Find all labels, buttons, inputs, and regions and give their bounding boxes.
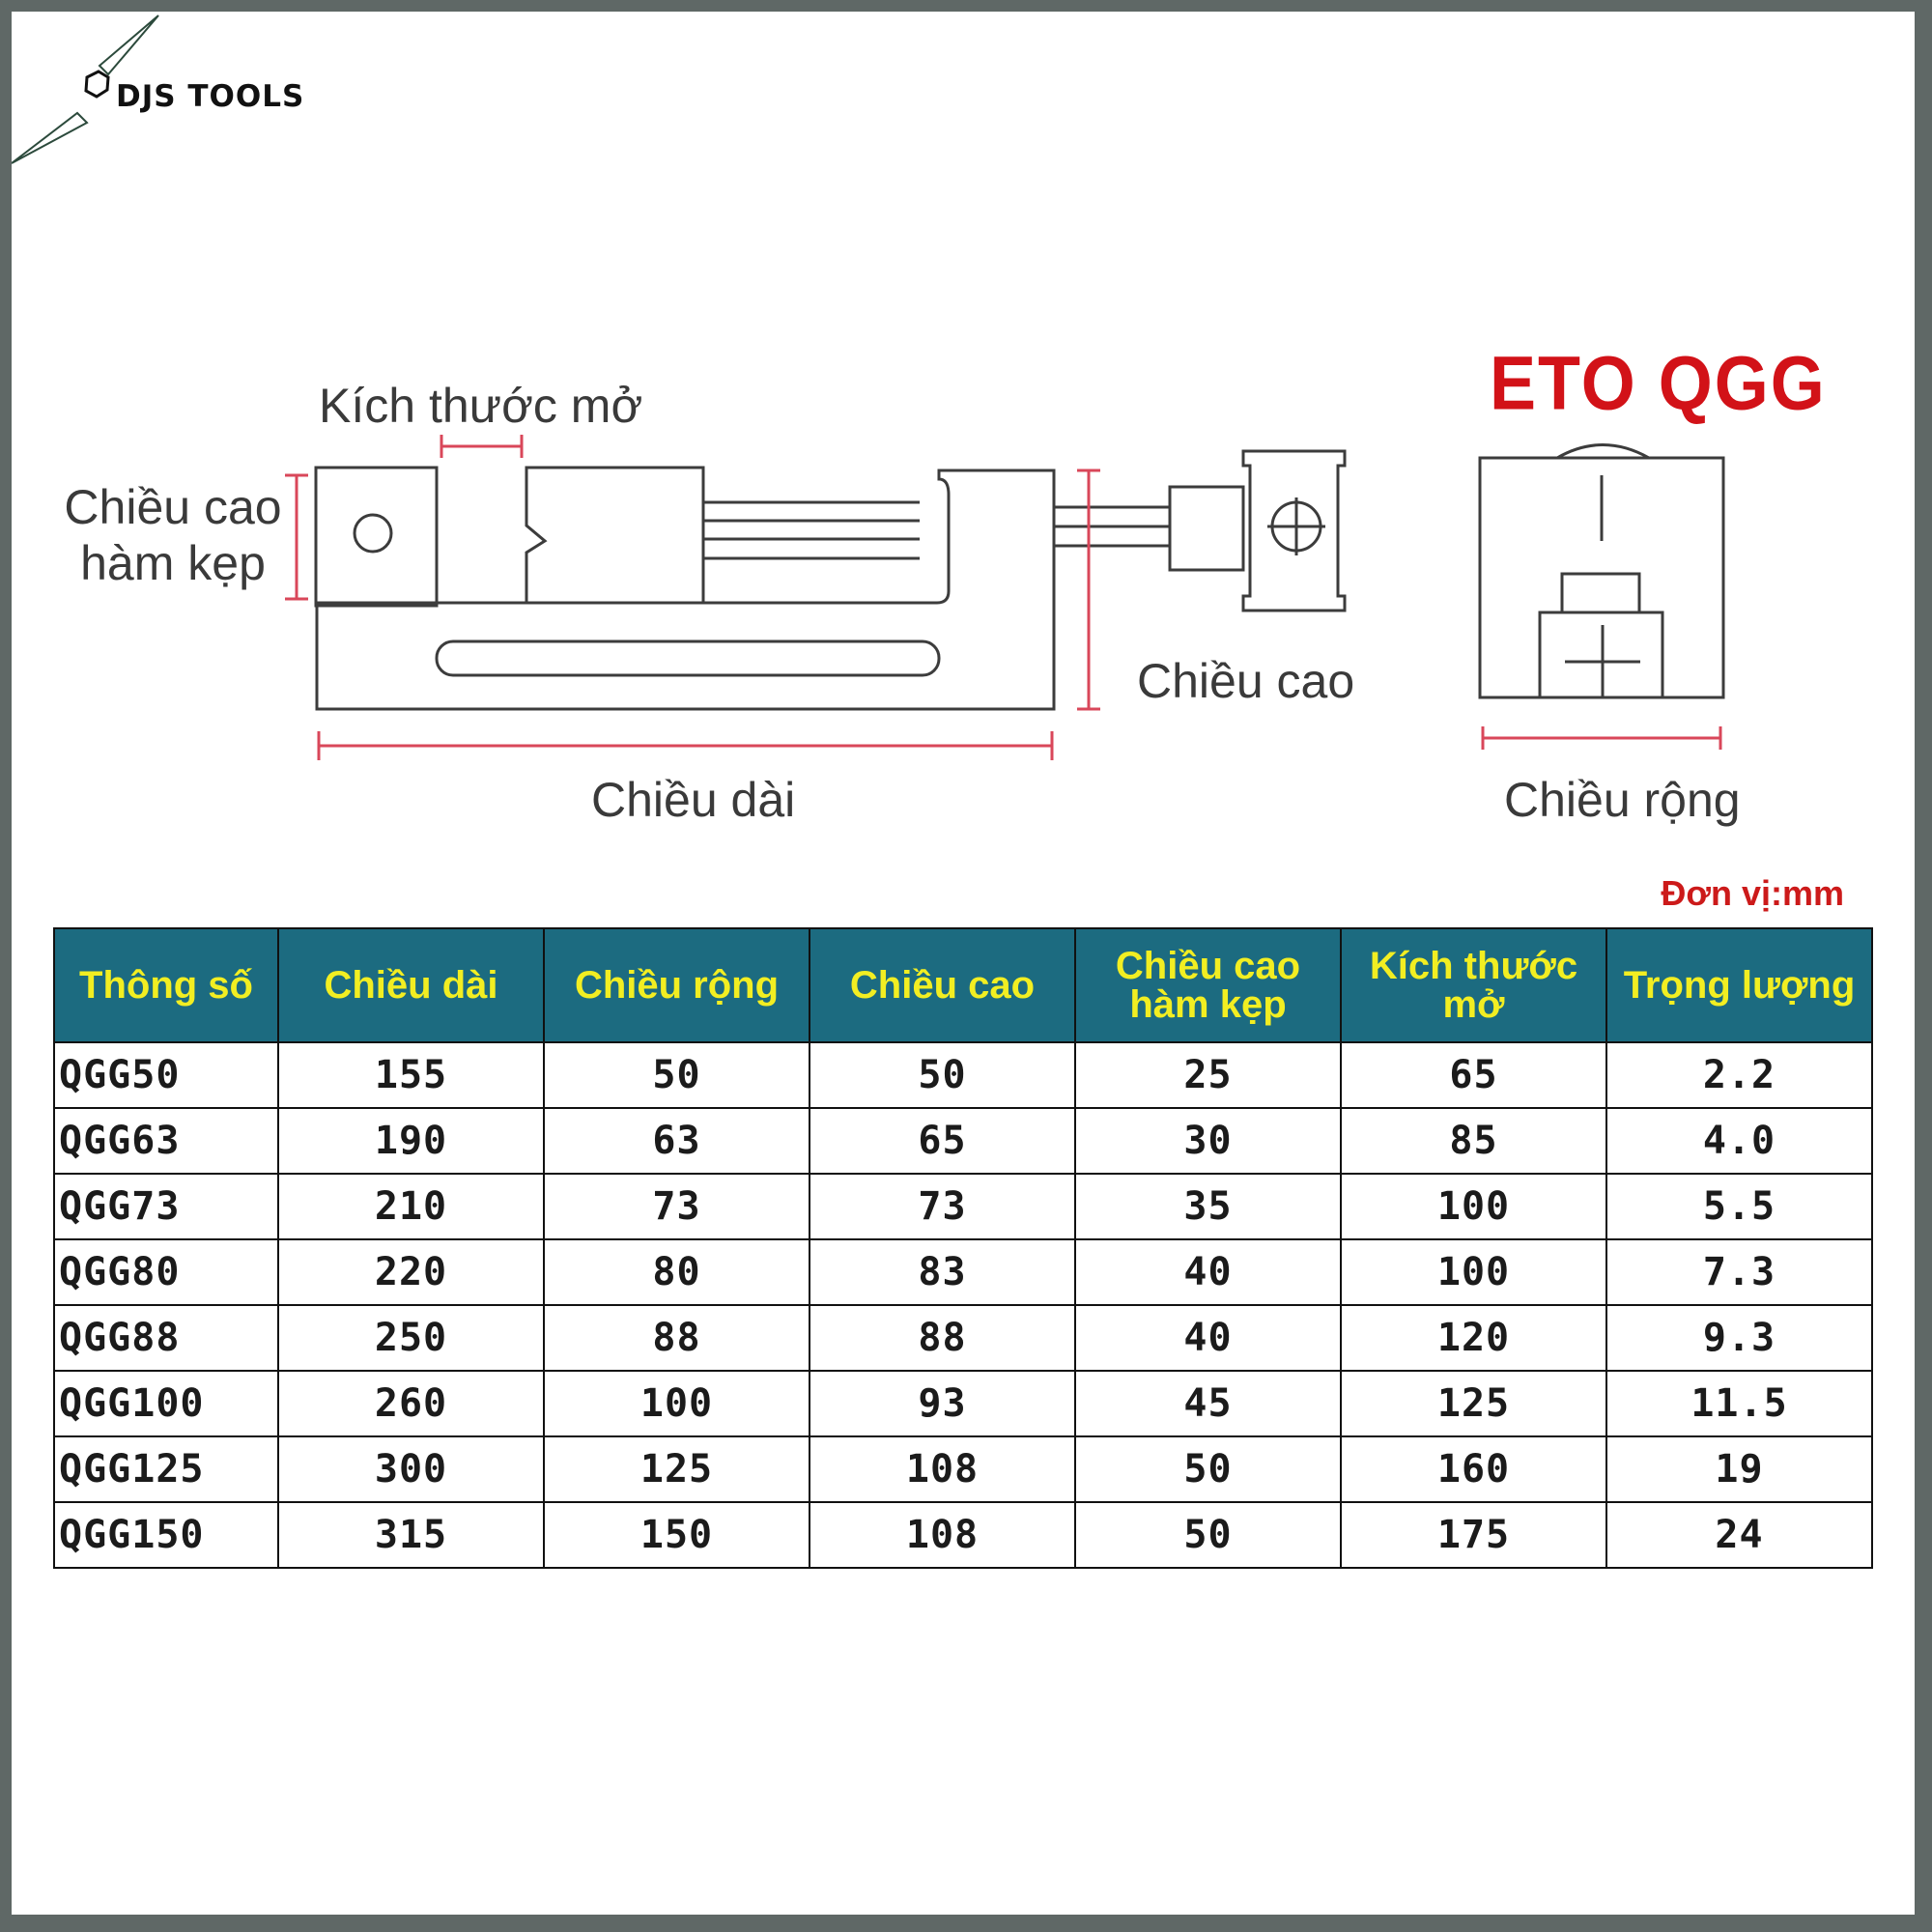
spec-sheet [12, 12, 1915, 1915]
cell-opening-size: 100 [1341, 1239, 1606, 1305]
cell-model: QGG88 [54, 1305, 278, 1371]
vise-drawing [12, 12, 1915, 881]
cell-width: 100 [544, 1371, 810, 1436]
cell-model: QGG73 [54, 1174, 278, 1239]
spec-table [53, 927, 1873, 1569]
table-row [54, 1239, 1872, 1305]
model-title: ETO QGG [1490, 341, 1827, 426]
fixed-jaw-shape [316, 468, 437, 606]
cell-height: 73 [810, 1174, 1075, 1239]
cell-weight: 9.3 [1606, 1305, 1872, 1371]
cell-width: 150 [544, 1502, 810, 1568]
header-spec: Thông số [54, 928, 278, 1042]
table-row [54, 1371, 1872, 1436]
unit-note: Đơn vị:mm [1661, 873, 1844, 913]
height-label: Chiều cao [1137, 654, 1355, 708]
cell-model: QGG125 [54, 1436, 278, 1502]
table-row [54, 1436, 1872, 1502]
cell-jaw-height: 40 [1075, 1239, 1341, 1305]
jaw-height-label [33, 480, 313, 591]
cell-opening-size: 125 [1341, 1371, 1606, 1436]
body-slot-shape [437, 641, 939, 675]
cell-weight: 11.5 [1606, 1371, 1872, 1436]
cell-opening-size: 100 [1341, 1174, 1606, 1239]
cell-weight: 7.3 [1606, 1239, 1872, 1305]
cell-weight: 24 [1606, 1502, 1872, 1568]
handle-block-shape [1243, 451, 1345, 611]
movable-jaw-shape [526, 468, 703, 603]
cell-length: 155 [278, 1042, 544, 1108]
cell-length: 315 [278, 1502, 544, 1568]
cell-height: 65 [810, 1108, 1075, 1174]
header-opening-size: Kích thước mở [1341, 928, 1606, 1042]
length-label: Chiều dài [591, 773, 796, 827]
cell-opening-size: 85 [1341, 1108, 1606, 1174]
cell-length: 300 [278, 1436, 544, 1502]
table-row [54, 1305, 1872, 1371]
table-row [54, 1108, 1872, 1174]
cell-jaw-height: 45 [1075, 1371, 1341, 1436]
cell-height: 50 [810, 1042, 1075, 1108]
jaw-hole-shape [355, 515, 391, 552]
vise-body-shape [317, 470, 1054, 709]
width-label: Chiều rộng [1504, 773, 1741, 827]
header-height: Chiều cao [810, 928, 1075, 1042]
cell-length: 220 [278, 1239, 544, 1305]
cell-jaw-height: 35 [1075, 1174, 1341, 1239]
cell-model: QGG150 [54, 1502, 278, 1568]
cell-length: 210 [278, 1174, 544, 1239]
cell-jaw-height: 30 [1075, 1108, 1341, 1174]
cell-jaw-height: 25 [1075, 1042, 1341, 1108]
table-row [54, 1174, 1872, 1239]
cell-width: 80 [544, 1239, 810, 1305]
table-header-row [54, 928, 1872, 1042]
cell-weight: 2.2 [1606, 1042, 1872, 1108]
cell-model: QGG63 [54, 1108, 278, 1174]
cell-width: 73 [544, 1174, 810, 1239]
cell-weight: 4.0 [1606, 1108, 1872, 1174]
cell-opening-size: 65 [1341, 1042, 1606, 1108]
cell-height: 83 [810, 1239, 1075, 1305]
table-row [54, 1502, 1872, 1568]
table-row [54, 1042, 1872, 1108]
side-knob-shape [1557, 445, 1649, 459]
cell-model: QGG100 [54, 1371, 278, 1436]
cell-width: 125 [544, 1436, 810, 1502]
vise-diagram [12, 12, 1915, 881]
jaw-height-label-line2: hàm kẹp [80, 535, 266, 590]
cell-height: 93 [810, 1371, 1075, 1436]
cell-jaw-height: 50 [1075, 1436, 1341, 1502]
cell-width: 88 [544, 1305, 810, 1371]
header-weight: Trọng lượng [1606, 928, 1872, 1042]
opening-size-label: Kích thước mở [319, 379, 643, 433]
cell-opening-size: 120 [1341, 1305, 1606, 1371]
brand-name: DJS TOOLS [116, 79, 305, 114]
screw-collar-shape [1170, 487, 1243, 570]
cell-jaw-height: 50 [1075, 1502, 1341, 1568]
cell-opening-size: 175 [1341, 1502, 1606, 1568]
header-length: Chiều dài [278, 928, 544, 1042]
cell-jaw-height: 40 [1075, 1305, 1341, 1371]
cell-width: 50 [544, 1042, 810, 1108]
header-width: Chiều rộng [544, 928, 810, 1042]
cell-height: 108 [810, 1436, 1075, 1502]
jaw-height-label-line1: Chiều cao [64, 480, 282, 534]
header-jaw-height: Chiều cao hàm kẹp [1075, 928, 1341, 1042]
cell-model: QGG80 [54, 1239, 278, 1305]
cell-model: QGG50 [54, 1042, 278, 1108]
cell-length: 260 [278, 1371, 544, 1436]
cell-length: 250 [278, 1305, 544, 1371]
cell-height: 88 [810, 1305, 1075, 1371]
cell-width: 63 [544, 1108, 810, 1174]
cell-weight: 19 [1606, 1436, 1872, 1502]
cell-weight: 5.5 [1606, 1174, 1872, 1239]
cell-opening-size: 160 [1341, 1436, 1606, 1502]
cell-length: 190 [278, 1108, 544, 1174]
cell-height: 108 [810, 1502, 1075, 1568]
